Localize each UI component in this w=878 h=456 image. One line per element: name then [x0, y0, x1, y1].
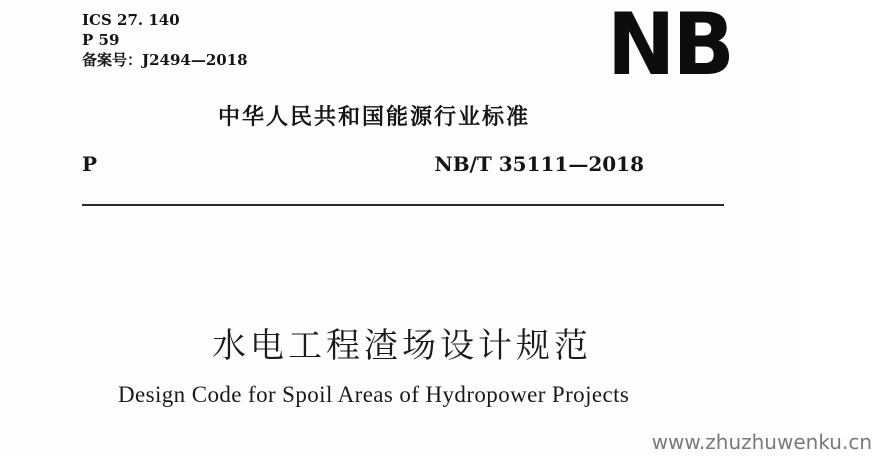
watermark-text: www.zhuzhuwenku.cn: [651, 430, 872, 454]
standard-number: NB/T 35111—2018: [434, 152, 644, 176]
header-divider: [82, 204, 724, 206]
title-english: Design Code for Spoil Areas of Hydropower Projects: [118, 382, 630, 407]
standard-category: P: [82, 152, 98, 176]
standard-organization: 中华人民共和国能源行业标准: [218, 105, 531, 130]
nb-logo: NB: [607, 0, 732, 95]
page-margin: [800, 0, 878, 456]
record-number: 备案号：J2494—2018: [82, 51, 248, 69]
classification-code: P 59: [82, 31, 120, 49]
ics-code: ICS 27. 140: [82, 11, 180, 29]
metadata-block: [82, 10, 248, 70]
title-chinese: 水电工程渣场设计规范: [212, 326, 592, 366]
